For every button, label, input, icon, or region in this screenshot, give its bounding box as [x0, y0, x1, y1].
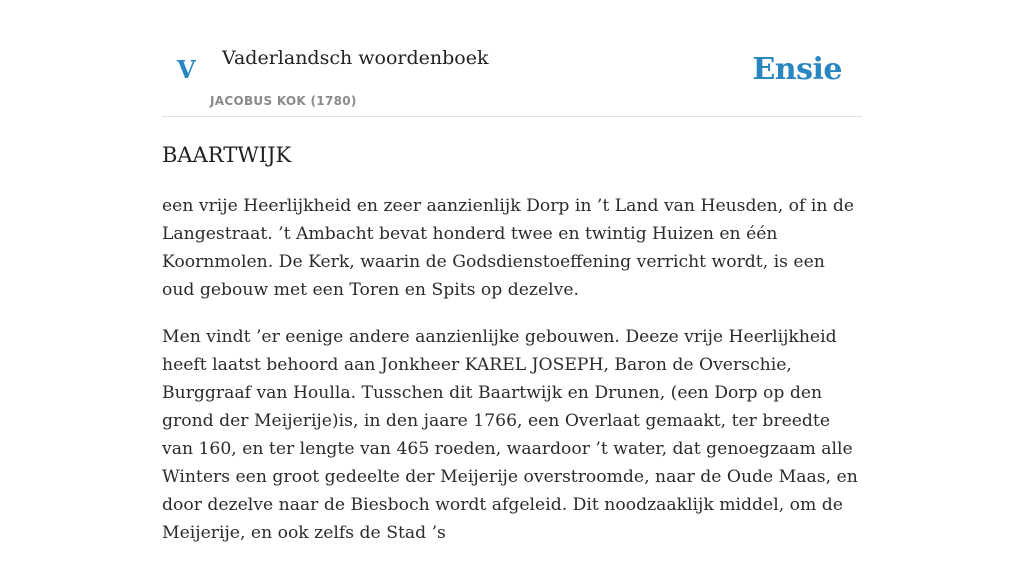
ensie-logo-link[interactable]: Ensie	[752, 52, 842, 87]
site-header	[162, 0, 862, 117]
book-author: JACOBUS KOK (1780)	[210, 94, 357, 108]
book-letter-icon[interactable]: V	[177, 55, 196, 84]
book-title-link[interactable]: Vaderlandsch woordenboek	[222, 47, 489, 69]
entry-content	[162, 192, 862, 566]
entry-paragraph: Men vindt ’er eenige andere aanzienlijke gebouwen. Deeze vrije Heerlijkheid heeft laatst behoord aan Jonkheer KAREL JOSEPH, Baron de Overschie, Burggraaf van Houlla. Tusschen dit Baartwijk en Drunen, (een Dorp op den grond der Meijerije)is, in den jaare 1766, een Overlaat gemaakt, ter breedte van 160, en ter lengte van 465 roeden, waardoor ’t water, dat genoegzaam alle Winters een groot gedeelte der Meijerije overstroomde, naar de Oude Maas, en door dezelve naar de Biesboch wordt afgeleid. Dit noodzaaklijk middel, om de Meijerije, en ook zelfs de Stad ’s	[162, 327, 858, 543]
entry-title: BAARTWIJK	[162, 143, 292, 167]
entry-paragraph: een vrije Heerlijkheid en zeer aanzienlijk Dorp in ’t Land van Heusden, of in de Langestraat. ’t Ambacht bevat honderd twee en twintig Huizen en één Koornmolen. De Kerk, waarin de Godsdienstoeffening verricht wordt, is een oud gebouw met een Toren en Spits op dezelve.	[162, 196, 855, 300]
